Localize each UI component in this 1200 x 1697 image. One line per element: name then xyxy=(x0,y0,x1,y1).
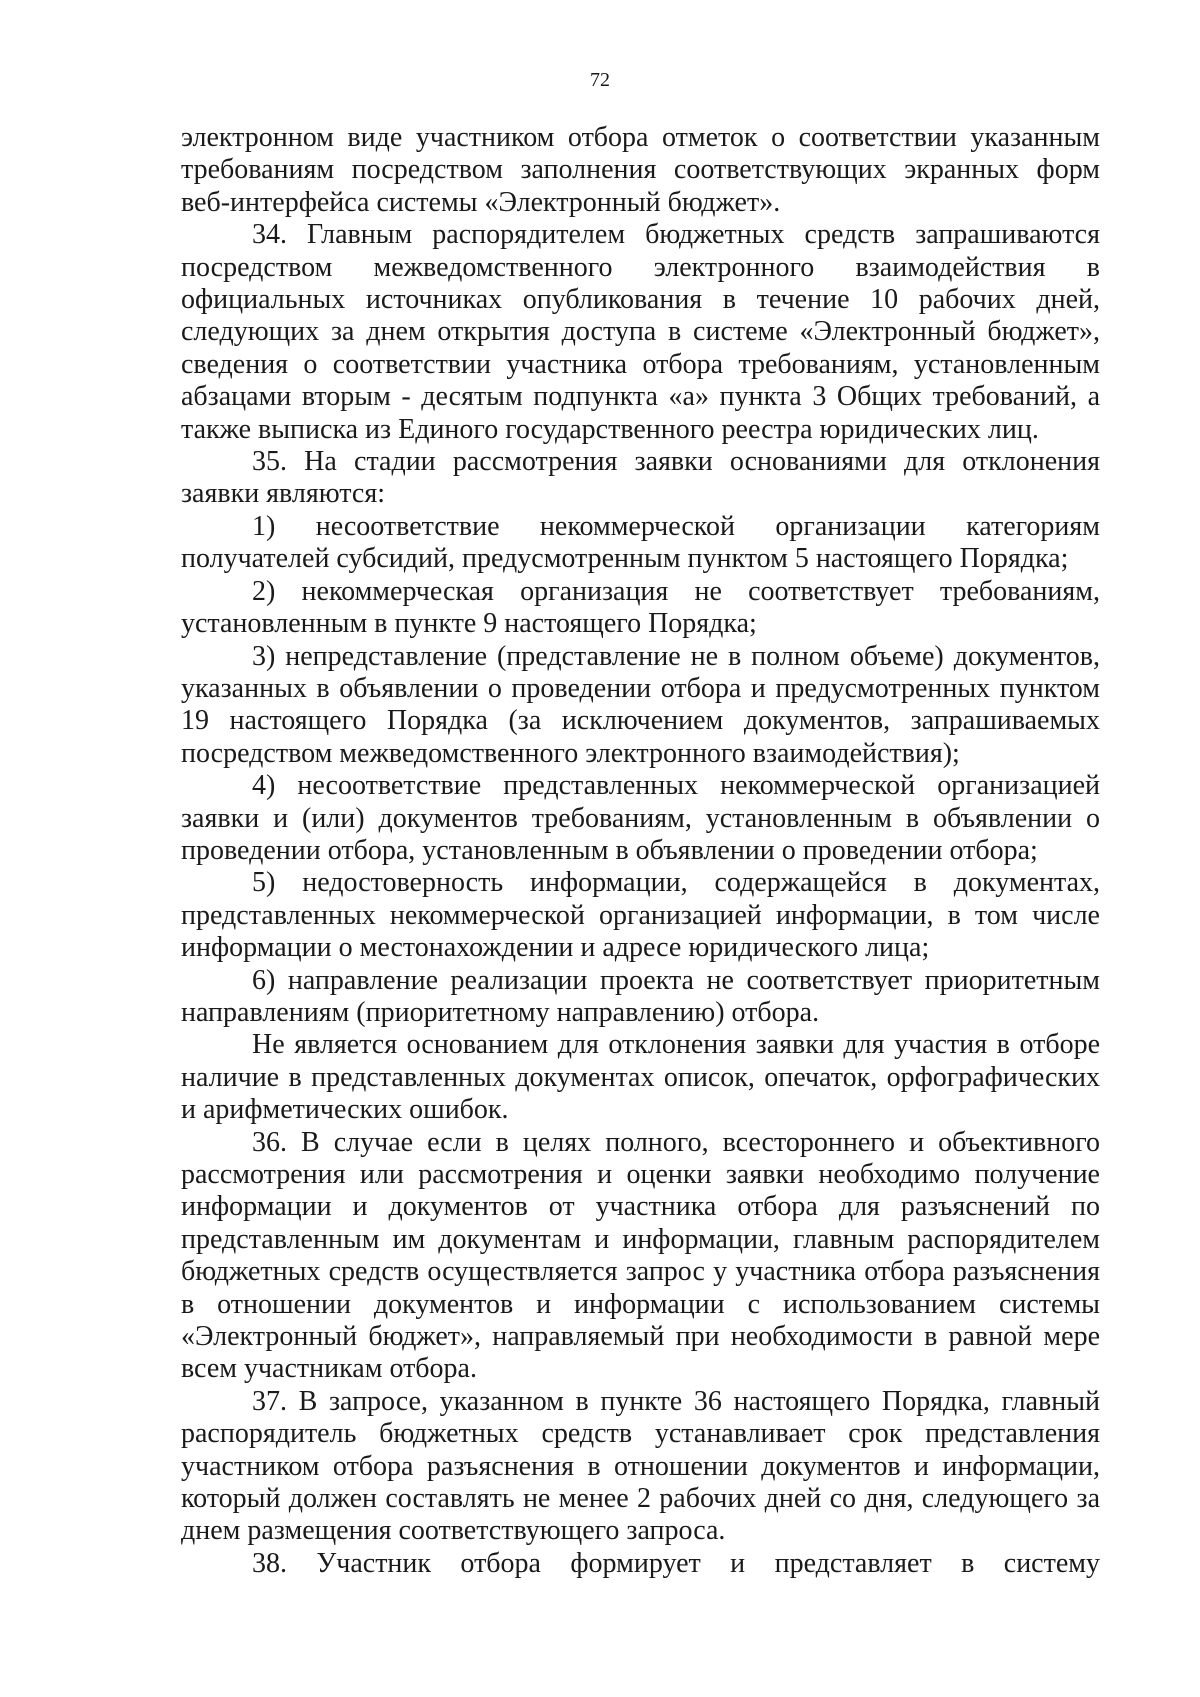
page-number: 72 xyxy=(590,69,610,91)
paragraph: 2) некоммерческая организация не соответствует требованиям, установленным в пункте 9 настоящего Порядка; xyxy=(181,575,1100,640)
paragraph: 3) непредставление (представление не в полном объеме) документов, указанных в объявлении о проведении отбора и предусмотренных пунктом 19 настоящего Порядка (за исключением документов, запрашиваемых посредством межведомственного электронного взаимодействия); xyxy=(181,640,1100,769)
paragraph: 4) несоответствие представленных некоммерческой организацией заявки и (или) документов требованиям, установленным в объявлении о проведении отбора, установленным в объявлении о проведении отбора; xyxy=(181,770,1100,866)
paragraph: 5) недостоверность информации, содержащейся в документах, представленных некоммерческой организацией информации, в том числе информации о местонахождении и адресе юридического лица; xyxy=(181,867,1100,964)
paragraph: 38. Участник отбора формирует и представляет в систему xyxy=(252,1547,1100,1579)
paragraph: 36. В случае если в целях полного, всестороннего и объективного рассмотрения или рассмотрения и оценки заявки необходимо получение информации и документов от участника отбора для разъяснений по представленным им документам и информации, главным распорядителем бюджетных средств осуществляется запрос у участника отбора разъяснения в отношении документов и информации с использованием системы «Электронный бюджет», направляемый при необходимости в равной мере всем участникам отбора. xyxy=(181,1126,1100,1385)
paragraph: 37. В запросе, указанном в пункте 36 настоящего Порядка, главный распорядитель бюджетных средств устанавливает срок представления участником отбора разъяснения в отношении документов и информации, который должен составлять не менее 2 рабочих дней со дня, следующего за днем размещения соответствующего запроса. xyxy=(181,1385,1100,1547)
paragraph: 34. Главным распорядителем бюджетных средств запрашиваются посредством межведомственного электронного взаимодействия в официальных источниках опубликования в течение 10 рабочих дней, следующих за днем открытия доступа в системе «Электронный бюджет», сведения о соответствии участника отбора требованиям, установленным абзацами вторым - десятым подпункта «а» пункта 3 Общих требований, а также выписка из Единого государственного реестра юридических лиц. xyxy=(181,219,1100,445)
paragraph: 6) направление реализации проекта не соответствует приоритетным направлениям (приоритетному направлению) отбора. xyxy=(181,964,1100,1028)
document-body xyxy=(181,122,1100,1580)
paragraph: 35. На стадии рассмотрения заявки основаниями для отклонения заявки являются: xyxy=(181,446,1100,510)
paragraph: электронном виде участником отбора отметок о соответствии указанным требованиям посредством заполнения соответствующих экранных форм веб-интерфейса системы «Электронный бюджет». xyxy=(181,122,1100,218)
paragraph: 1) несоответствие некоммерческой организации категориям получателей субсидий, предусмотренным пунктом 5 настоящего Порядка; xyxy=(181,510,1100,575)
paragraph: Не является основанием для отклонения заявки для участия в отборе наличие в представленных документах описок, опечаток, орфографических и арифметических ошибок. xyxy=(181,1029,1100,1126)
